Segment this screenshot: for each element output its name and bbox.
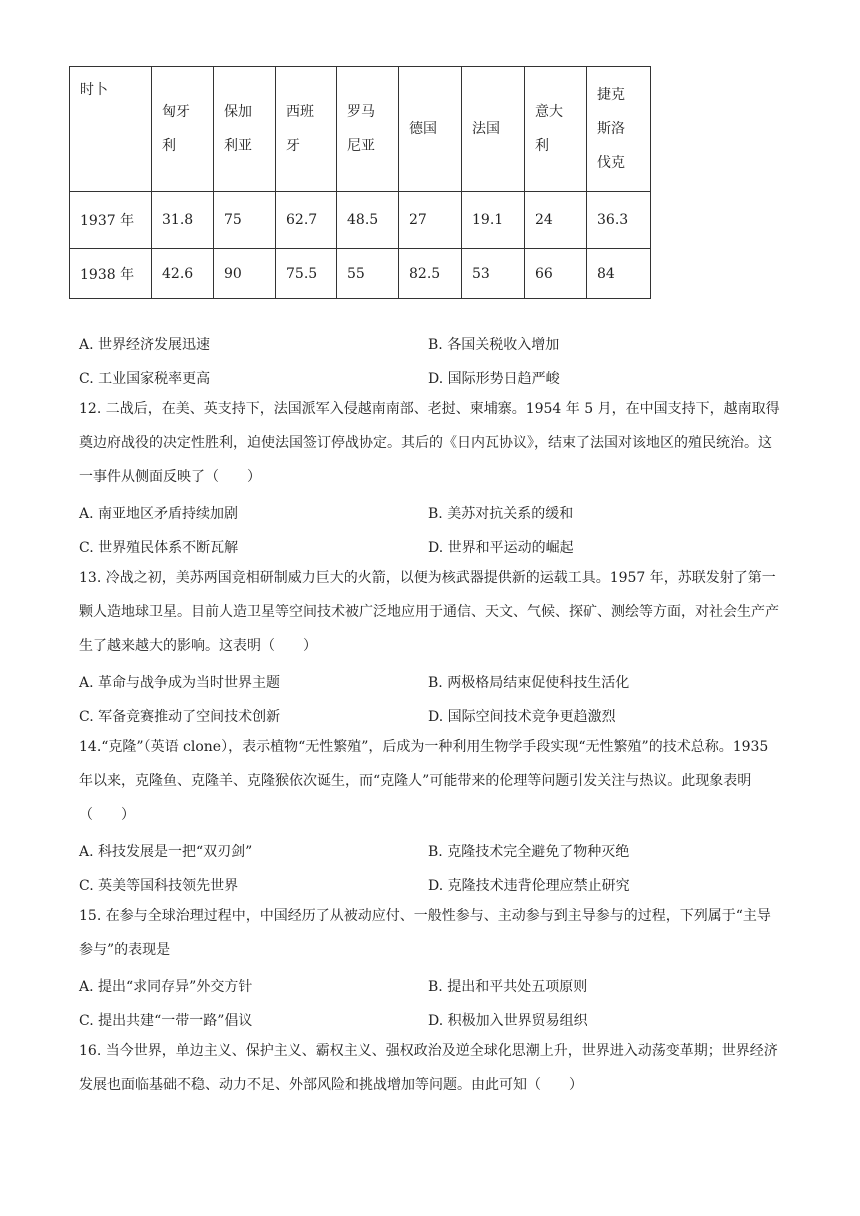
table-cell: 75 [214,192,276,249]
q15-stem: 15. 在参与全球治理过程中，中国经历了从被动应付、一般性参与、主动参与到主导参与的过程，下列属于“主导参与”的表现是 [79,908,771,958]
row-year: 1937 年 [70,192,152,249]
q12-option-b: B. 美苏对抗关系的缓和 [428,506,574,522]
table-cell: 27 [399,192,462,249]
table-corner-cell: 时卜 [70,67,152,192]
q15-option-b: B. 提出和平共处五项原则 [428,979,588,995]
table-cell: 90 [214,249,276,299]
q15-option-a: A. 提出“求同存异”外交方针 [79,979,253,995]
header-romania: 罗马 尼亚 [337,67,399,192]
table-header-row [70,67,651,192]
q12-stem: 12. 二战后，在美、英支持下，法国派军入侵越南南部、老挝、柬埔寨。1954 年 5 月，在中国支持下，越南取得奠边府战役的决定性胜利，迫使法国签订停战协定。其后的《日内瓦协议》，结束了法国对该地区的殖民统治。这一事件从侧面反映了（ ） [79,401,780,485]
table-cell: 36.3 [587,192,651,249]
q11-option-b: B. 各国关税收入增加 [428,337,560,353]
table-row-1938 [70,249,651,299]
header-germany: 德国 [399,67,462,192]
header-spain: 西班 牙 [276,67,337,192]
header-hungary: 匈牙 利 [152,67,214,192]
table-cell: 75.5 [276,249,337,299]
q15-option-d: D. 积极加入世界贸易组织 [428,1013,588,1029]
table-cell: 66 [525,249,587,299]
table-cell: 19.1 [462,192,525,249]
row-year: 1938 年 [70,249,152,299]
table-cell: 48.5 [337,192,399,249]
header-france: 法国 [462,67,525,192]
header-czechoslovakia: 捷克 斯洛 伐克 [587,67,651,192]
q14-option-c: C. 英美等国科技领先世界 [79,878,239,894]
q13-option-c: C. 军备竞赛推动了空间技术创新 [79,709,281,725]
q12-option-a: A. 南亚地区矛盾持续加剧 [79,506,239,522]
q11-option-c: C. 工业国家税率更高 [79,371,211,387]
q13-option-b: B. 两极格局结束促使科技生活化 [428,675,630,691]
q13-option-a: A. 革命与战争成为当时世界主题 [79,675,281,691]
q13-option-d: D. 国际空间技术竞争更趋激烈 [428,709,616,725]
tariff-rate-table [69,66,651,299]
q16-stem: 16. 当今世界，单边主义、保护主义、霸权主义、强权政治及逆全球化思潮上升，世界进入动荡变革期；世界经济发展也面临基础不稳、动力不足、外部风险和挑战增加等问题。由此可知（ ） [79,1043,778,1093]
table-cell: 53 [462,249,525,299]
q15-option-c: C. 提出共建“一带一路”倡议 [79,1013,253,1029]
q12-option-d: D. 世界和平运动的崛起 [428,540,574,556]
q14-option-b: B. 克隆技术完全避免了物种灭绝 [428,844,630,860]
table-cell: 24 [525,192,587,249]
q11-option-d: D. 国际形势日趋严峻 [428,371,560,387]
table-row-1937 [70,192,651,249]
q13-stem: 13. 冷战之初，美苏两国竞相研制威力巨大的火箭，以便为核武器提供新的运载工具。1957 年，苏联发射了第一颗人造地球卫星。目前人造卫星等空间技术被广泛地应用于通信、天文、气候、探矿、测绘等方面，对社会生产产生了越来越大的影响。这表明（ ） [79,570,779,654]
table-cell: 82.5 [399,249,462,299]
q14-option-d: D. 克隆技术违背伦理应禁止研究 [428,878,630,894]
table-cell: 42.6 [152,249,214,299]
table-cell: 55 [337,249,399,299]
table-cell: 84 [587,249,651,299]
q14-stem: 14.“克隆”（英语 clone），表示植物“无性繁殖”，后成为一种利用生物学手段实现“无性繁殖”的技术总称。1935 年以来，克隆鱼、克隆羊、克隆猴依次诞生，而“克隆人”可能带来的伦理等问题引发关注与热议。此现象表明（ ） [79,739,769,823]
table-cell: 31.8 [152,192,214,249]
table-cell: 62.7 [276,192,337,249]
header-bulgaria: 保加 利亚 [214,67,276,192]
q12-option-c: C. 世界殖民体系不断瓦解 [79,540,239,556]
q14-option-a: A. 科技发展是一把“双刃剑” [79,844,253,860]
header-italy: 意大 利 [525,67,587,192]
q11-option-a: A. 世界经济发展迅速 [79,337,211,353]
